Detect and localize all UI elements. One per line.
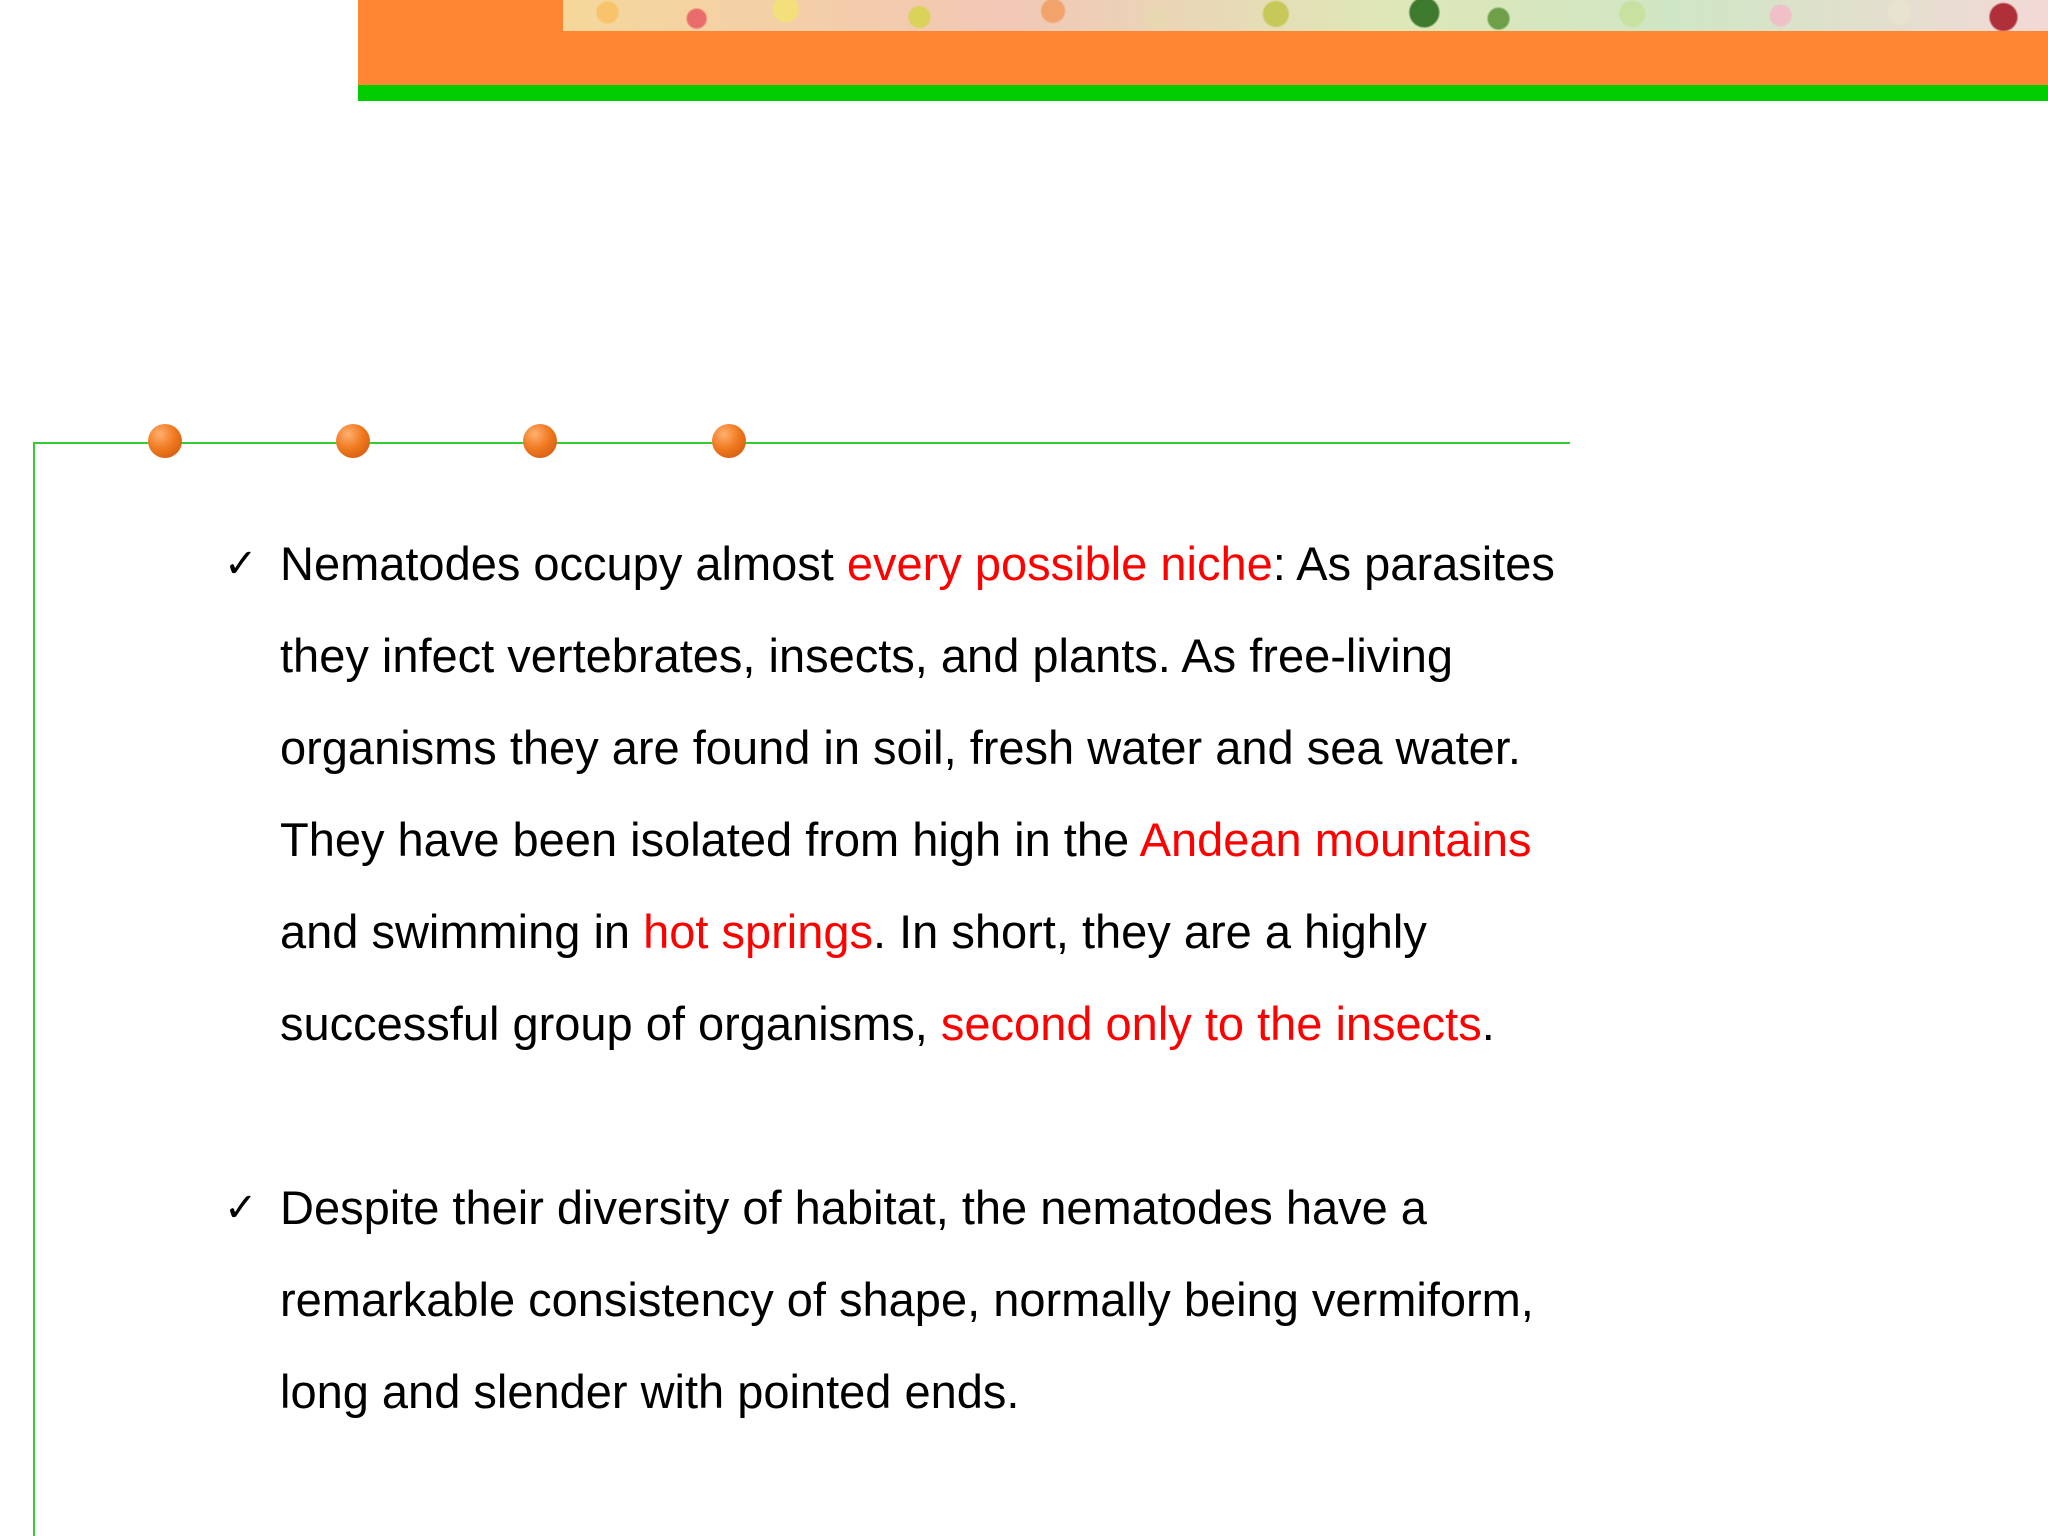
decor-dot-3 [523, 424, 557, 458]
frame-left-line [33, 442, 35, 1536]
bullet-1-line-6: successful group of organisms, second only to the insects. [280, 997, 1495, 1050]
bullet-1 [220, 518, 1720, 1070]
slide-body [220, 518, 1720, 1438]
highlight-andean-mountains: Andean mountains [1139, 813, 1532, 866]
bullet-2-line-1: Despite their diversity of habitat, the nematodes have a [280, 1181, 1427, 1234]
bullet-2 [220, 1162, 1720, 1438]
bullet-1-line-3: organisms they are found in soil, fresh water and sea water. [280, 721, 1521, 774]
bullet-1-line-4: They have been isolated from high in the Andean mountains [280, 813, 1532, 866]
header-photo-strip [563, 0, 2048, 31]
header-green-stripe [358, 85, 2048, 101]
checkmark-icon: ✓ [224, 541, 258, 587]
checkmark-icon: ✓ [224, 1185, 258, 1231]
decor-dot-2 [336, 424, 370, 458]
decor-dot-1 [148, 424, 182, 458]
highlight-second-only: second only to the insects [940, 997, 1482, 1050]
decor-dot-4 [712, 424, 746, 458]
bullet-1-line-2: they infect vertebrates, insects, and plants. As free-living [280, 629, 1453, 682]
highlight-hot-springs: hot springs [643, 905, 873, 958]
bullet-2-line-3: long and slender with pointed ends. [280, 1365, 1020, 1418]
bullet-2-line-2: remarkable consistency of shape, normally being vermiform, [280, 1273, 1534, 1326]
bullet-1-line-5: and swimming in hot springs. In short, they are a highly [280, 905, 1427, 958]
frame-top-line [33, 442, 1570, 444]
bullet-1-line-1: Nematodes occupy almost every possible niche: As parasites [280, 537, 1555, 590]
highlight-every-possible-niche: every possible niche [846, 537, 1273, 590]
